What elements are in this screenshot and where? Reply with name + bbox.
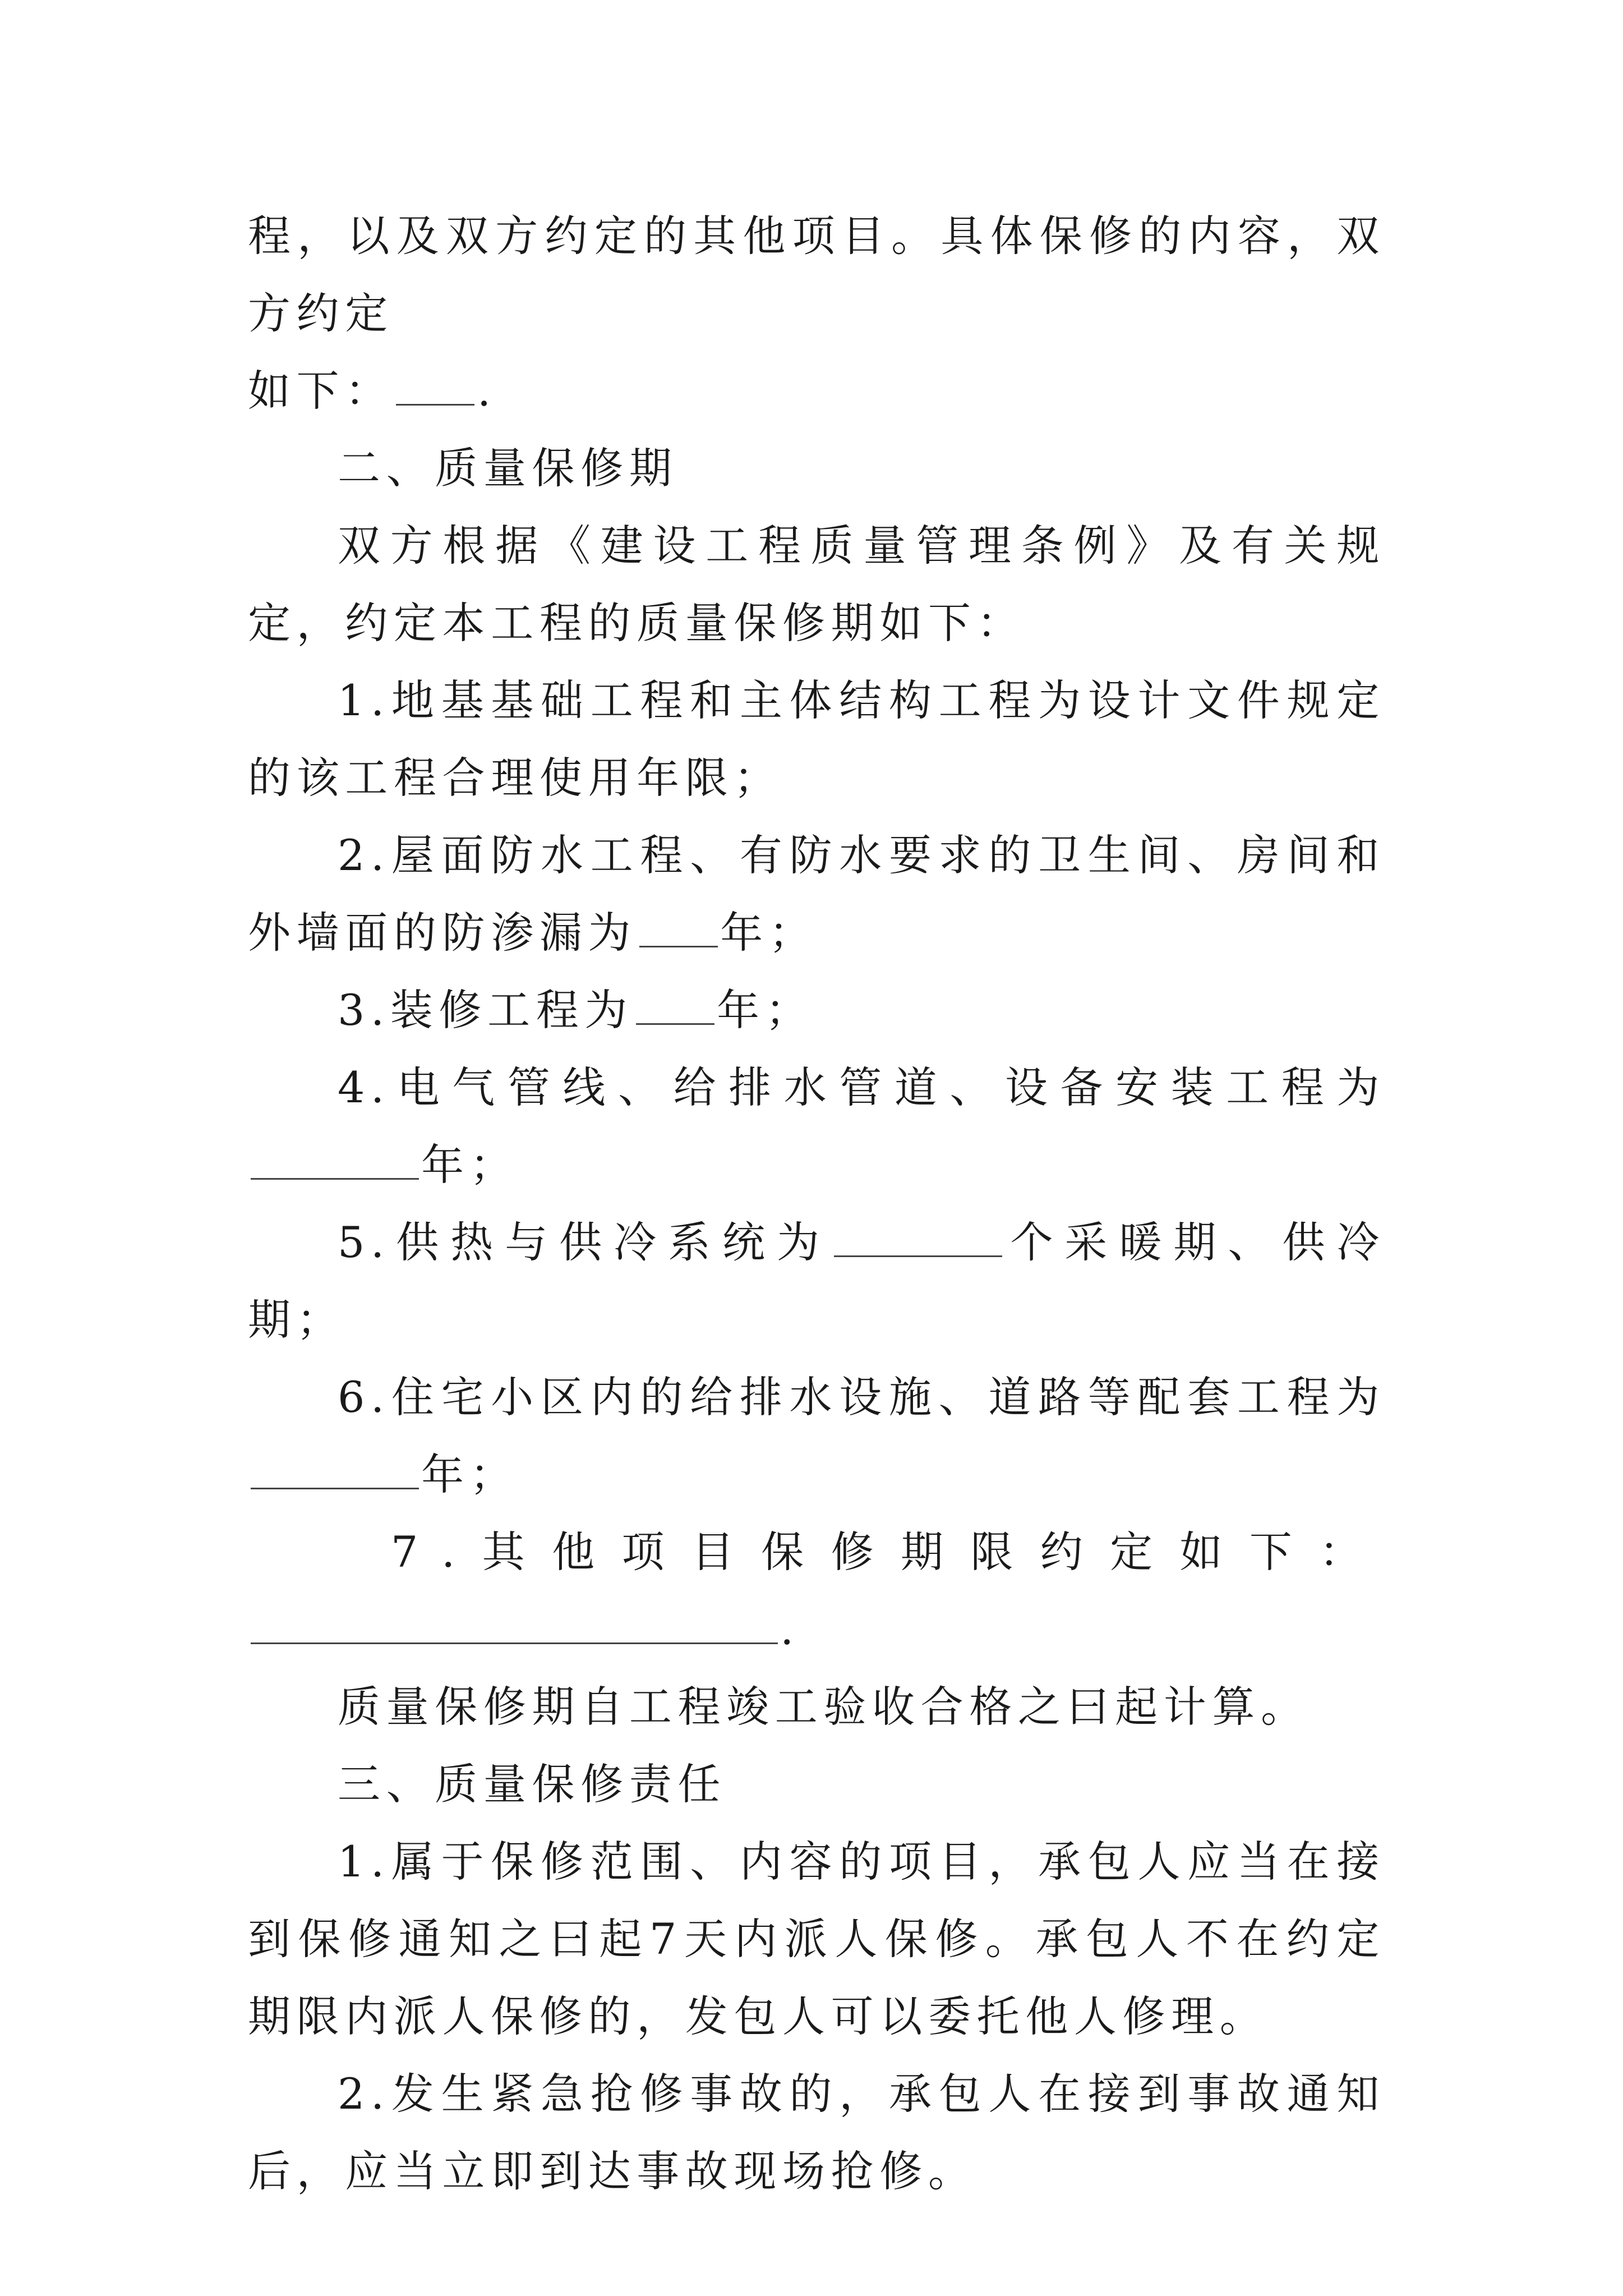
fill-blank [834, 1217, 1002, 1257]
list-item [248, 972, 1385, 1049]
list-item-text: . [780, 1604, 800, 1654]
text-line: 程，以及双方约定的其他项目。具体保修的内容，双方约定 [248, 211, 1385, 338]
list-item-text: 年； [720, 908, 818, 958]
text-line: . [477, 366, 497, 416]
list-item-spread: 7.其他项目保修期限约定如下： [391, 1527, 1385, 1577]
list-item [248, 817, 1385, 972]
list-item-text: 5.供热与供冷系统为 [338, 1217, 832, 1267]
list-item-text: 个采暖期、供冷期； [248, 1217, 1385, 1345]
list-item: 1.地基基础工程和主体结构工程为设计文件规定的该工程合理使用年限； [248, 675, 1385, 803]
fill-blank [396, 366, 474, 406]
list-item: 2.发生紧急抢修事故的，承包人在接到事故通知后，应当立即到达事故现场抢修。 [248, 2069, 1385, 2196]
paragraph-continuation [248, 197, 1385, 430]
paragraph: 质量保修期自工程竣工验收合格之曰起计算。 [338, 1682, 1310, 1732]
fill-blank [251, 1450, 419, 1489]
list-item-text: 年； [421, 1450, 519, 1499]
fill-blank [251, 1140, 419, 1180]
fill-blank [251, 1604, 778, 1644]
list-item-text: 3.装修工程为 [338, 985, 633, 1035]
section-title: 三、质量保修责任 [338, 1759, 727, 1809]
list-item-blank-line [248, 1591, 1385, 1668]
list-item [248, 1204, 1385, 1359]
document-page [248, 197, 1385, 2210]
fill-blank [636, 985, 714, 1025]
fill-blank [639, 908, 718, 947]
list-item-text: 6.住宅小区内的给排水设施、道路等配套工程为 [338, 1372, 1385, 1422]
list-item-text: 年； [717, 985, 814, 1035]
paragraph: 双方根据《建设工程质量管理条例》及有关规定，约定本工程的质量保修期如下： [248, 521, 1385, 648]
list-item-text: 4.电气管线、给排水管道、设备安装工程为 [338, 1062, 1385, 1112]
list-item-text: 年； [421, 1140, 519, 1190]
list-item-text: 2.屋面防水工程、有防水要求的卫生间、房间和外墙面的防渗漏为 [248, 830, 1385, 958]
section-title: 二、质量保修期 [338, 443, 678, 493]
text-line: 如下： [248, 366, 394, 416]
list-item [248, 1359, 1385, 1513]
list-item: 1.属于保修范围、内容的项目，承包人应当在接到保修通知之曰起7天内派人保修。承包人不在约定期限内派人保修的，发包人可以委托他人修理。 [248, 1837, 1385, 2041]
list-item [248, 1049, 1385, 1204]
